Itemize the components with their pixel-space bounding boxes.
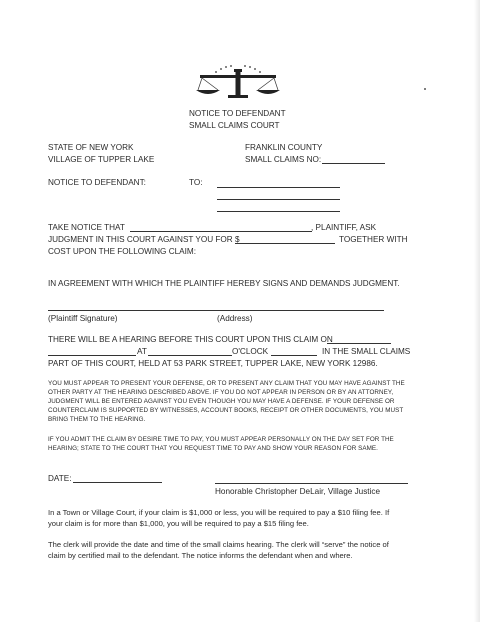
together-with-label: TOGETHER WITH (339, 235, 408, 244)
at-label: AT (137, 347, 147, 356)
county-label: FRANKLIN COUNTY (245, 143, 323, 152)
defendant-name-field[interactable] (217, 187, 340, 188)
judgment-amount-field[interactable] (235, 243, 335, 244)
document-title: NOTICE TO DEFENDANT (189, 109, 286, 118)
hearing-date-field[interactable] (327, 343, 391, 344)
warning-line: OTHER PARTY AT THE HEARING DESCRIBED ABOVE. IF YOU DO NOT APPEAR IN PERSON OR BY AN ATTORNEY, (48, 389, 394, 396)
scales-of-justice-icon (196, 62, 280, 102)
small-claims-label: IN THE SMALL CLAIMS (322, 347, 411, 356)
scan-edge-shadow (474, 0, 480, 622)
clerk-line: The clerk will provide the date and time of the small claims hearing. The clerk will “serve” the notice of (48, 540, 389, 549)
hearing-ampm-field[interactable] (271, 355, 317, 356)
clerk-line: claim by certified mail to the defendant. The notice informs the defendant when and where. (48, 551, 353, 560)
cost-label: COST UPON THE FOLLOWING CLAIM: (48, 247, 197, 256)
judgment-label: JUDGMENT IN THIS COURT AGAINST YOU FOR $ (48, 235, 240, 244)
defendant-address-field-2[interactable] (217, 211, 340, 212)
speck-mark (424, 88, 426, 90)
fees-line: your claim is for more than $1,000, you will be required to pay a $15 filing fee. (48, 519, 309, 528)
defendant-address-field-1[interactable] (217, 199, 340, 200)
state-label: STATE OF NEW YORK (48, 143, 134, 152)
plaintiff-ask-label: , PLAINTIFF, ASK (311, 223, 377, 232)
claims-no-label: SMALL CLAIMS NO: (245, 155, 322, 164)
notice-label: NOTICE TO DEFENDANT: (48, 178, 146, 187)
claims-no-field[interactable] (322, 163, 385, 164)
document-subtitle: SMALL CLAIMS COURT (189, 121, 280, 130)
warning-line: YOU MUST APPEAR TO PRESENT YOUR DEFENSE, OR TO PRESENT ANY CLAIM THAT YOU MAY HAVE AGAINST THE (48, 380, 405, 387)
admit-line: HEARING; STATE TO THE COURT THAT YOU REQUEST TIME TO PAY AND SHOW YOUR REASON FOR SAME. (48, 445, 378, 452)
plaintiff-signature-label: (Plaintiff Signature) (48, 314, 118, 323)
date-field[interactable] (73, 482, 162, 483)
justice-signature-line[interactable] (215, 483, 408, 484)
hearing-time-field[interactable] (148, 355, 232, 356)
admit-line: IF YOU ADMIT THE CLAIM BY DESIRE TIME TO PAY, YOU MUST APPEAR PERSONALLY ON THE DAY SET FOR THE (48, 436, 394, 443)
hearing-line-1: THERE WILL BE A HEARING BEFORE THIS COURT UPON THIS CLAIM ON (48, 335, 333, 344)
hearing-day-field[interactable] (48, 355, 136, 356)
justice-name: Honorable Christopher DeLair, Village Justice (215, 487, 381, 496)
warning-line: JUDGMENT WILL BE ENTERED AGAINST YOU EVEN THOUGH YOU MAY HAVE A DEFENSE. IF YOUR DEFENSE OR (48, 398, 395, 405)
hearing-line-3: PART OF THIS COURT, HELD AT 53 PARK STREET, TUPPER LAKE, NEW YORK 12986. (48, 359, 378, 368)
to-label: TO: (189, 178, 203, 187)
agreement-text: IN AGREEMENT WITH WHICH THE PLAINTIFF HEREBY SIGNS AND DEMANDS JUDGMENT. (48, 279, 400, 288)
signature-line[interactable] (48, 310, 384, 311)
warning-line: COUNTERCLAIM IS SUPPORTED BY WITNESSES, ACCOUNT BOOKS, RECEIPT OR OTHER DOCUMENTS, YOU MUST (48, 407, 404, 414)
warning-line: BRING THEM TO THE HEARING. (48, 416, 146, 423)
village-label: VILLAGE OF TUPPER LAKE (48, 155, 155, 164)
date-label: DATE: (48, 474, 72, 483)
oclock-label: O'CLOCK (232, 347, 269, 356)
address-label: (Address) (217, 314, 253, 323)
take-notice-prefix: TAKE NOTICE THAT (48, 223, 125, 232)
fees-line: In a Town or Village Court, if your claim is $1,000 or less, you will be required to pay a $10 filing fee. If (48, 508, 390, 517)
plaintiff-name-field[interactable] (130, 231, 312, 232)
